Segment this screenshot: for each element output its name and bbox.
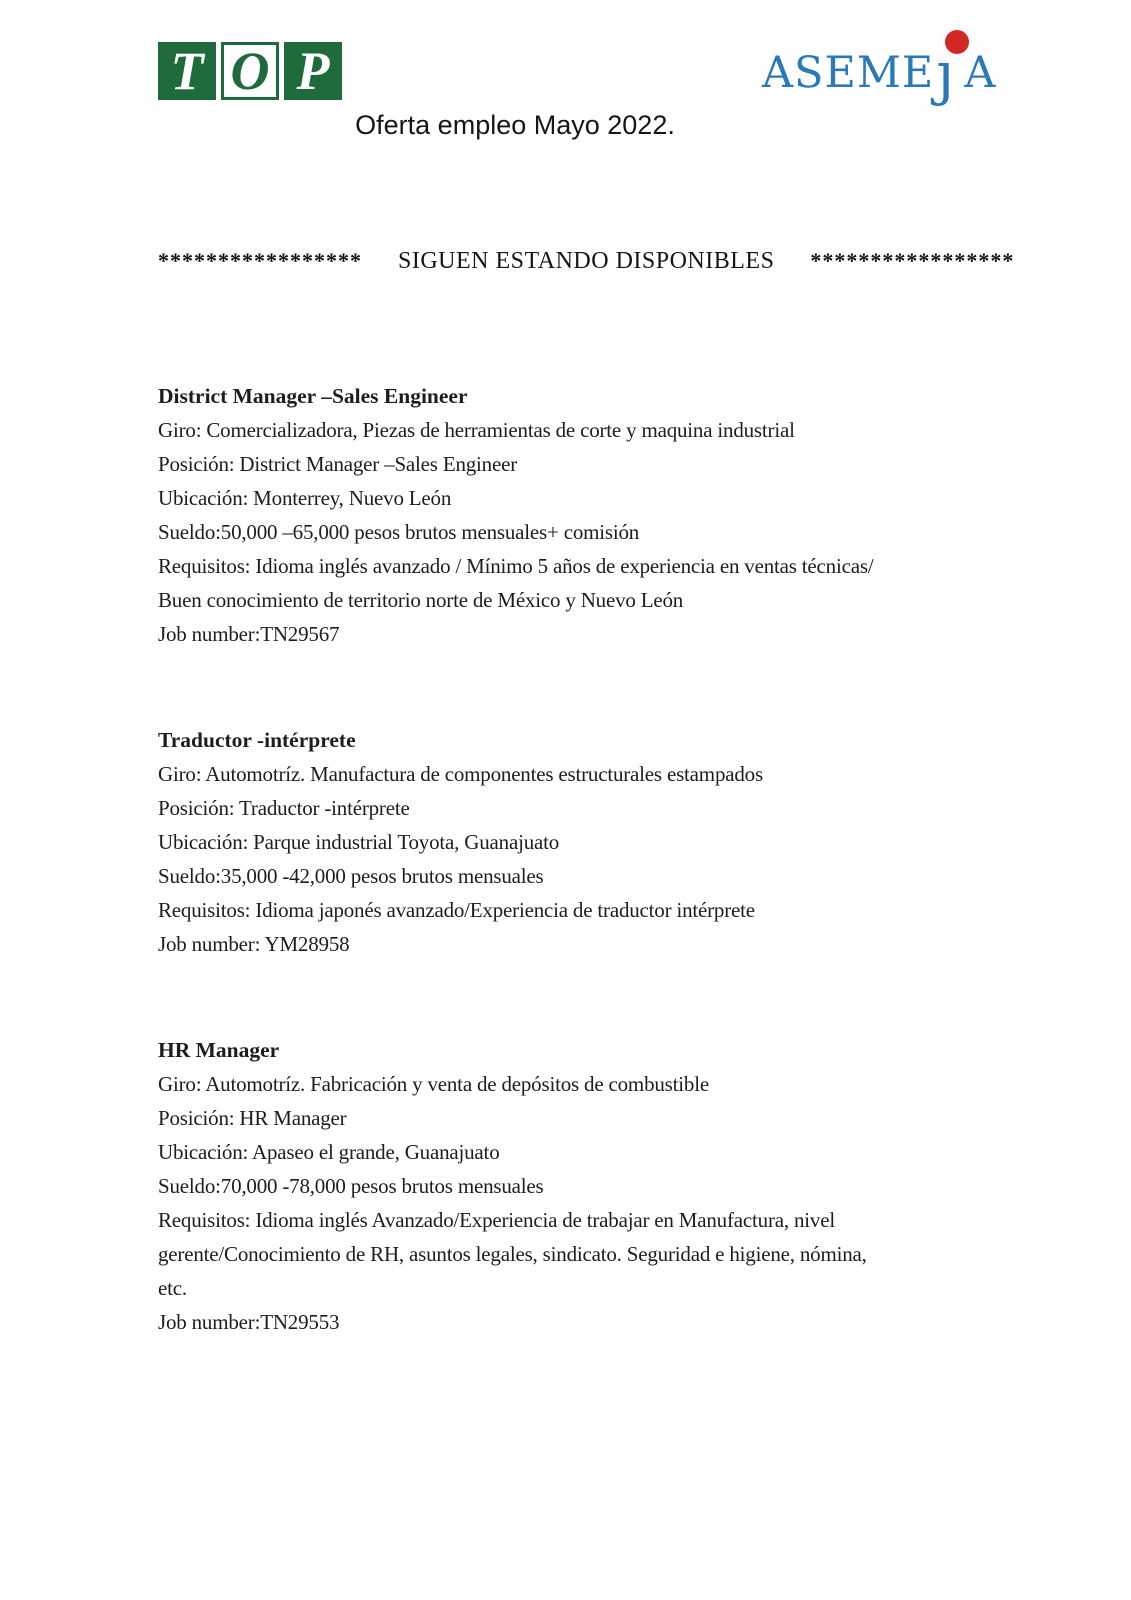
job-detail-line: Requisitos: Idioma inglés Avanzado/Experiencia de trabajar en Manufactura, nivel (158, 1208, 835, 1232)
job-listing-hr-manager (158, 1033, 1008, 1339)
job-details (158, 413, 1008, 651)
job-detail-line: Requisitos: Idioma inglés avanzado / Mínimo 5 años de experiencia en ventas técnicas/ (158, 554, 874, 578)
asemeja-logo-text-post: A (964, 48, 997, 98)
job-detail-line: Giro: Automotríz. Fabricación y venta de depósitos de combustible (158, 1072, 709, 1096)
banner-text: SIGUEN ESTANDO DISPONIBLES (398, 248, 775, 274)
top-logo-square-p (284, 42, 342, 100)
job-detail-line: Job number:TN29567 (158, 622, 340, 646)
top-logo (158, 42, 342, 100)
job-detail-line: Job number:TN29553 (158, 1310, 340, 1334)
job-detail-line: Posición: Traductor -intérprete (158, 796, 410, 820)
job-detail-line: Giro: Automotríz. Manufactura de componentes estructurales estampados (158, 762, 763, 786)
job-detail-line: Ubicación: Parque industrial Toyota, Guanajuato (158, 830, 560, 854)
job-detail-line: Ubicación: Monterrey, Nuevo León (158, 486, 452, 510)
job-detail-line: Job number: YM28958 (158, 932, 350, 956)
top-logo-letter-t: T (170, 41, 204, 101)
top-logo-square-t (158, 42, 216, 100)
stars-left: ***************** (158, 248, 362, 273)
job-detail-line: Sueldo:50,000 –65,000 pesos brutos mensuales+ comisión (158, 520, 640, 544)
document-content (158, 248, 1015, 1339)
asemeja-logo-text-pre: ASEME (762, 48, 935, 98)
job-title: HR Manager (158, 1038, 280, 1062)
job-detail-line: etc. (158, 1276, 187, 1300)
asemeja-logo-j-glyph: ȷ (936, 39, 955, 107)
job-listing-district-manager (158, 379, 1008, 651)
job-details (158, 757, 1008, 961)
job-detail-line: Sueldo:35,000 -42,000 pesos brutos mensuales (158, 864, 544, 888)
job-detail-line: Giro: Comercializadora, Piezas de herramientas de corte y maquina industrial (158, 418, 795, 442)
stars-right: ***************** (810, 248, 1015, 273)
job-detail-line: Sueldo:70,000 -78,000 pesos brutos mensuales (158, 1174, 544, 1198)
availability-banner (158, 248, 1015, 275)
top-logo-square-o (221, 42, 279, 100)
top-logo-letter-p: P (296, 41, 330, 101)
job-detail-line: Ubicación: Apaseo el grande, Guanajuato (158, 1140, 500, 1164)
job-title: Traductor -intérprete (158, 728, 356, 752)
job-detail-line: Posición: District Manager –Sales Engineer (158, 452, 518, 476)
top-logo-letter-o: O (230, 41, 270, 101)
asemeja-logo (762, 39, 997, 107)
job-detail-line: Buen conocimiento de territorio norte de México y Nuevo León (158, 588, 684, 612)
job-detail-line: gerente/Conocimiento de RH, asuntos legales, sindicato. Seguridad e higiene, nómina, (158, 1242, 867, 1266)
job-details (158, 1067, 1008, 1339)
job-listing-traductor-interprete (158, 723, 1008, 961)
job-title: District Manager –Sales Engineer (158, 384, 468, 408)
job-detail-line: Posición: HR Manager (158, 1106, 347, 1130)
job-detail-line: Requisitos: Idioma japonés avanzado/Experiencia de traductor intérprete (158, 898, 755, 922)
document-title: Oferta empleo Mayo 2022. (355, 110, 675, 140)
